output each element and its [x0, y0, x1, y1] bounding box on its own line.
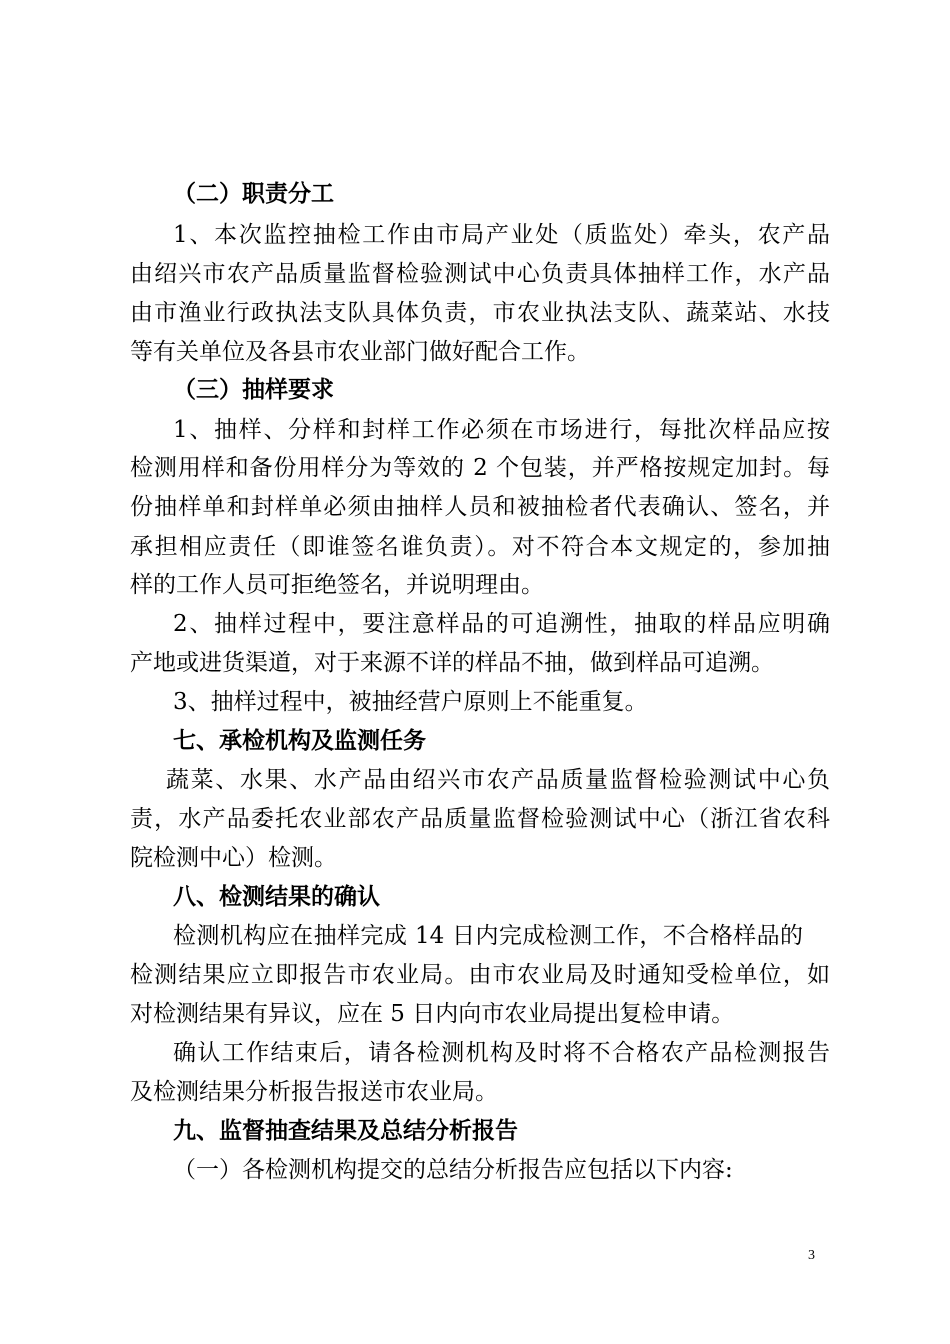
- paragraph-line: 检测用样和备份用样分为等效的 2 个包装，并严格按规定加封。每: [130, 455, 830, 481]
- section-heading-duties: （二）职责分工: [173, 181, 334, 207]
- paragraph-line: 蔬菜、水果、水产品由绍兴市农产品质量监督检验测试中心负: [166, 767, 830, 793]
- paragraph-line: 3、抽样过程中，被抽经营户原则上不能重复。: [173, 689, 648, 715]
- paragraph-line: 检测结果应立即报告市农业局。由市农业局及时通知受检单位，如: [130, 962, 830, 988]
- section-heading-nine: 九、监督抽查结果及总结分析报告: [173, 1118, 518, 1144]
- paragraph-line: 产地或进货渠道，对于来源不详的样品不抽，做到样品可追溯。: [130, 650, 774, 676]
- paragraph-line: 1、本次监控抽检工作由市局产业处（质监处）牵头，农产品: [173, 222, 830, 248]
- paragraph-line: 承担相应责任（即谁签名谁负责）。对不符合本文规定的，参加抽: [130, 534, 830, 560]
- paragraph-line: 责，水产品委托农业部农产品质量监督检验测试中心（浙江省农科: [130, 806, 830, 832]
- paragraph-line: 院检测中心）检测。: [130, 845, 337, 871]
- page-number: 3: [808, 1248, 815, 1263]
- paragraph-line: 2、抽样过程中，要注意样品的可追溯性，抽取的样品应明确: [173, 611, 830, 637]
- paragraph-line: 确认工作结束后，请各检测机构及时将不合格农产品检测报告: [173, 1040, 830, 1066]
- paragraph-line: 对检测结果有异议，应在 5 日内向市农业局提出复检申请。: [130, 1001, 735, 1027]
- paragraph-line: 检测机构应在抽样完成 14 日内完成检测工作，不合格样品的: [173, 923, 803, 949]
- paragraph-line: 份抽样单和封样单必须由抽样人员和被抽检者代表确认、签名，并: [130, 494, 830, 520]
- paragraph-line: 1、抽样、分样和封样工作必须在市场进行，每批次样品应按: [173, 417, 830, 443]
- paragraph-line: （一）各检测机构提交的总结分析报告应包括以下内容:: [173, 1157, 733, 1183]
- paragraph-line: 及检测结果分析报告报送市农业局。: [130, 1079, 498, 1105]
- section-heading-sampling: （三）抽样要求: [173, 377, 334, 403]
- paragraph-line: 由市渔业行政执法支队具体负责，市农业执法支队、蔬菜站、水技: [130, 300, 830, 326]
- paragraph-line: 等有关单位及各县市农业部门做好配合工作。: [130, 339, 590, 365]
- paragraph-line: 样的工作人员可拒绝签名，并说明理由。: [130, 572, 544, 598]
- paragraph-line: 由绍兴市农产品质量监督检验测试中心负责具体抽样工作，水产品: [130, 261, 830, 287]
- section-heading-seven: 七、承检机构及监测任务: [173, 728, 426, 754]
- section-heading-eight: 八、检测结果的确认: [173, 884, 380, 910]
